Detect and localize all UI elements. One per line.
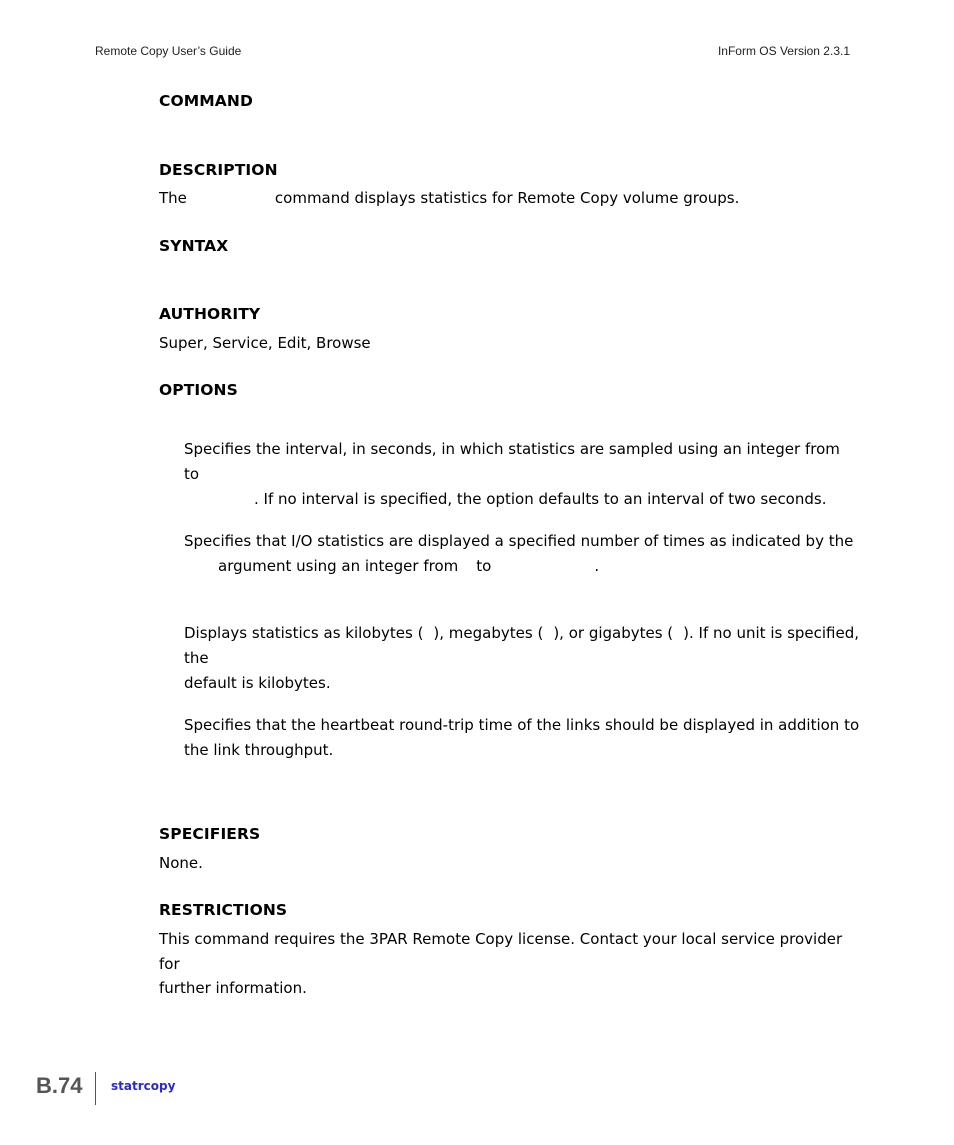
specifiers-text: None. [159,854,203,872]
restrictions-heading: RESTRICTIONS [159,901,288,919]
option-heartbeat-line1: Specifies that the heartbeat round-trip time of the links should be displayed in addition to [184,716,860,734]
footer-divider [95,1072,96,1105]
running-header-title: Remote Copy User’s Guide [95,44,242,58]
option-units-text-c: ), or gigabytes ( [553,624,674,642]
option-interval-text-b: to [184,465,200,483]
authority-heading: AUTHORITY [159,305,261,323]
option-units-line1 [184,621,860,671]
option-interval-text-c: . If no interval is specified, the option defaults to an interval of two seconds. [254,490,827,508]
footer-command-link[interactable]: statrcopy [111,1079,176,1093]
option-units-text-d: ). If no unit is specified, the [184,624,860,667]
running-header-version: InForm OS Version 2.3.1 [717,44,850,58]
description-text-end: command displays statistics for Remote Copy volume groups. [274,189,740,207]
option-units-line2: default is kilobytes. [184,674,331,692]
option-iterations-line1: Specifies that I/O statistics are displayed a specified number of times as indicated by the [184,532,854,550]
option-interval-text-a: Specifies the interval, in seconds, in which statistics are sampled using an integer from [184,440,840,458]
specifiers-heading: SPECIFIERS [159,825,261,843]
page-number: B.74 [36,1073,83,1098]
option-interval-description [184,437,860,512]
option-heartbeat-line2: the link throughput. [184,741,334,759]
description-heading: DESCRIPTION [159,161,278,179]
option-interval-line2 [184,487,860,512]
option-units-description [184,621,860,696]
restrictions-line1: This command requires the 3PAR Remote Copy license. Contact your local service provider for [159,930,843,973]
description-text [159,186,739,211]
option-iterations-line2 [184,554,860,579]
option-heartbeat-description [184,713,860,763]
option-iterations-text-b: to [476,557,492,575]
authority-text: Super, Service, Edit, Browse [159,334,371,352]
syntax-heading: SYNTAX [159,237,229,255]
description-text-start: The [159,189,187,207]
option-units-text-b: ), megabytes ( [433,624,544,642]
option-iterations-description [184,529,860,579]
option-iterations-text-c: . [594,557,600,575]
option-iterations-text-a: argument using an integer from [218,557,459,575]
option-units-text-a: Displays statistics as kilobytes ( [184,624,424,642]
options-heading: OPTIONS [159,381,238,399]
restrictions-line2: further information. [159,979,307,997]
restrictions-text [159,927,859,1001]
option-interval-line1 [184,437,860,487]
command-heading: COMMAND [159,92,253,110]
